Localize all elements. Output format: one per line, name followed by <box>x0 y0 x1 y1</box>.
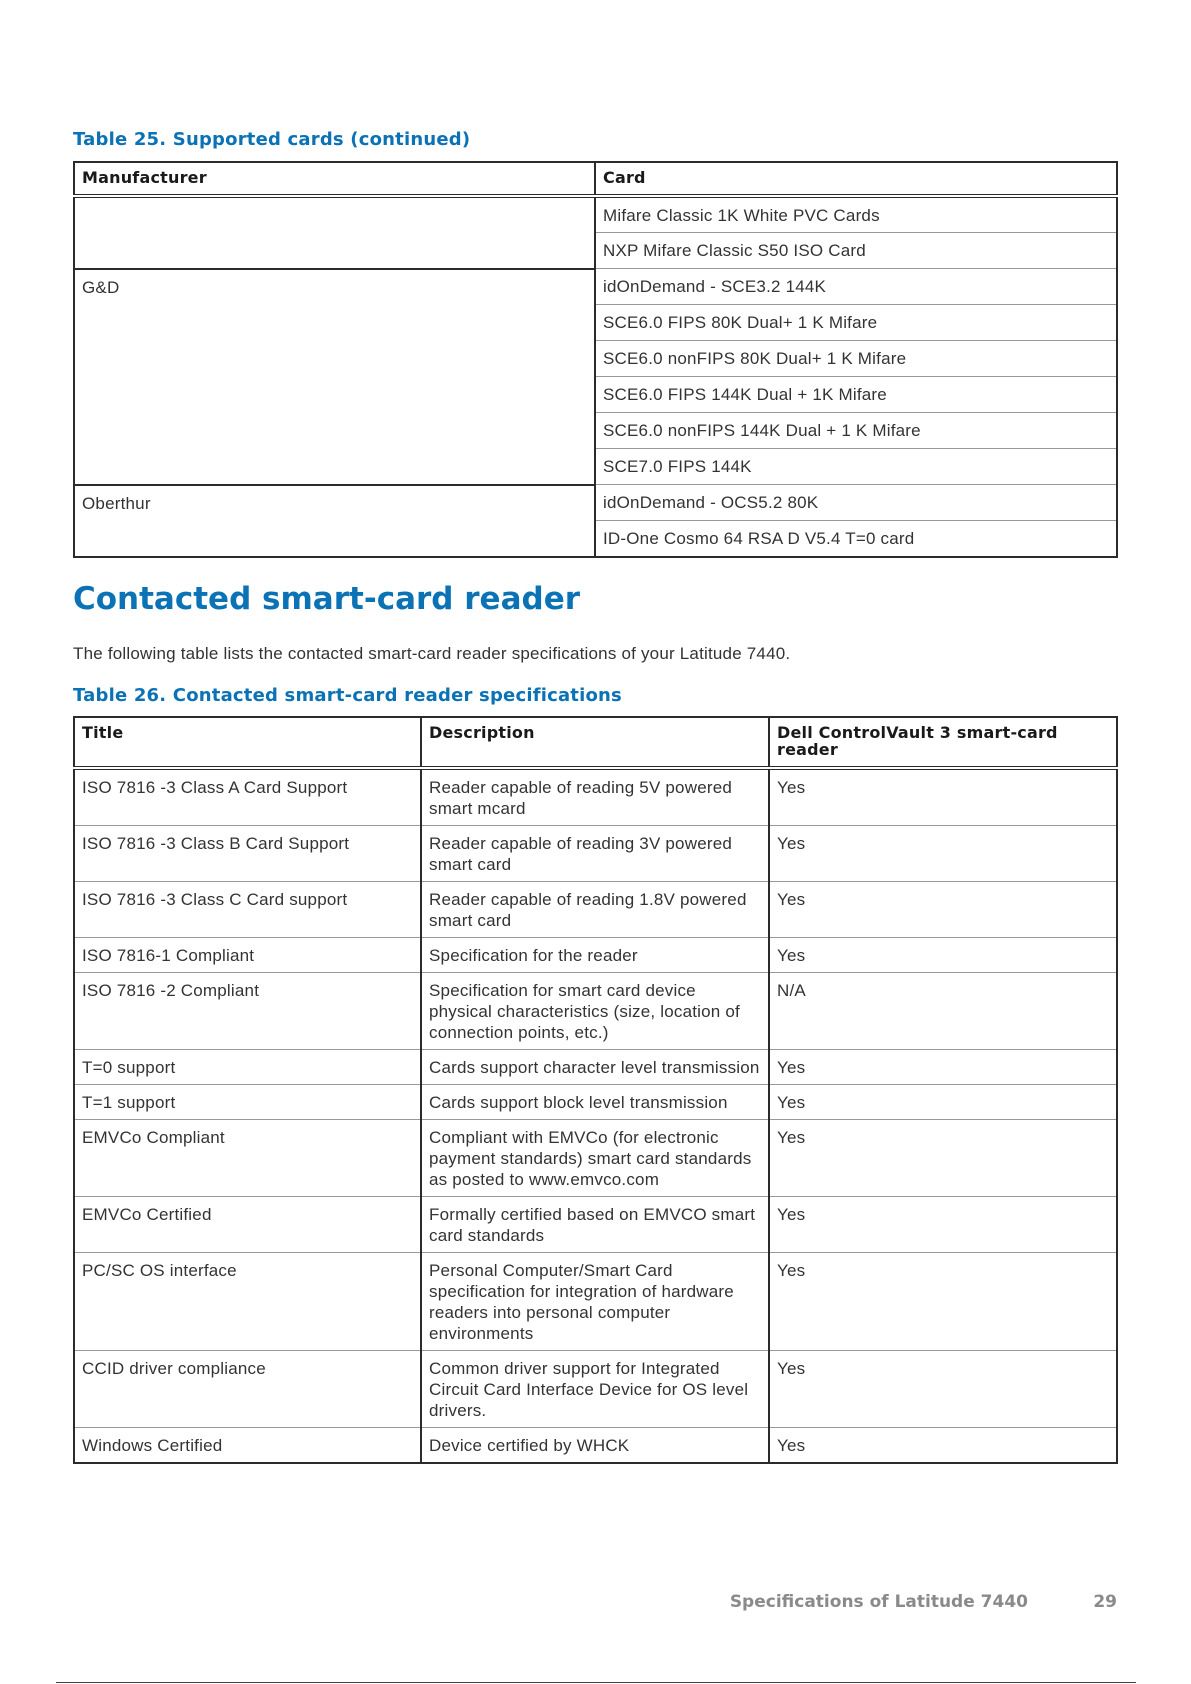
title-cell: T=1 support <box>74 1085 421 1120</box>
table-row <box>74 1253 1117 1351</box>
manufacturer-cell: Oberthur <box>74 485 595 557</box>
header-manufacturer: Manufacturer <box>74 162 595 196</box>
title-cell: ISO 7816-1 Compliant <box>74 938 421 973</box>
support-cell: Yes <box>769 1428 1117 1464</box>
description-cell: Cards support character level transmission <box>421 1050 769 1085</box>
table-row <box>74 485 1117 521</box>
section-heading: Contacted smart-card reader <box>73 581 581 617</box>
title-cell: ISO 7816 -3 Class B Card Support <box>74 826 421 882</box>
title-cell: T=0 support <box>74 1050 421 1085</box>
table-26-caption: Table 26. Contacted smart-card reader specifications <box>73 685 622 706</box>
description-cell: Specification for smart card device physical characteristics (size, location of connection points, etc.) <box>421 973 769 1050</box>
title-cell: EMVCo Certified <box>74 1197 421 1253</box>
support-cell: Yes <box>769 1351 1117 1428</box>
support-cell: Yes <box>769 882 1117 938</box>
support-cell: Yes <box>769 1050 1117 1085</box>
section-intro: The following table lists the contacted smart-card reader specifications of your Latitude 7440. <box>73 644 791 663</box>
header-title: Title <box>74 717 421 768</box>
title-cell: ISO 7816 -3 Class C Card support <box>74 882 421 938</box>
title-cell: EMVCo Compliant <box>74 1120 421 1197</box>
support-cell: Yes <box>769 1253 1117 1351</box>
support-cell: Yes <box>769 826 1117 882</box>
description-cell: Formally certified based on EMVCO smart card standards <box>421 1197 769 1253</box>
card-cell: idOnDemand - SCE3.2 144K <box>595 269 1117 305</box>
manufacturer-cell <box>74 196 595 269</box>
table-row <box>74 938 1117 973</box>
header-description: Description <box>421 717 769 768</box>
header-card: Card <box>595 162 1117 196</box>
support-cell: Yes <box>769 768 1117 826</box>
table-row <box>74 1120 1117 1197</box>
description-cell: Reader capable of reading 1.8V powered smart card <box>421 882 769 938</box>
table-row <box>74 1197 1117 1253</box>
page-number: 29 <box>1093 1592 1117 1612</box>
support-cell: N/A <box>769 973 1117 1050</box>
title-cell: PC/SC OS interface <box>74 1253 421 1351</box>
description-cell: Reader capable of reading 5V powered smart mcard <box>421 768 769 826</box>
description-cell: Common driver support for Integrated Circuit Card Interface Device for OS level drivers. <box>421 1351 769 1428</box>
table-row <box>74 826 1117 882</box>
table-row <box>74 768 1117 826</box>
card-cell: NXP Mifare Classic S50 ISO Card <box>595 233 1117 269</box>
header-reader: Dell ControlVault 3 smart-card reader <box>769 717 1117 768</box>
card-cell: SCE6.0 nonFIPS 80K Dual+ 1 K Mifare <box>595 341 1117 377</box>
description-cell: Personal Computer/Smart Card specification for integration of hardware readers into personal computer environments <box>421 1253 769 1351</box>
card-cell: SCE7.0 FIPS 144K <box>595 449 1117 485</box>
description-cell: Compliant with EMVCo (for electronic payment standards) smart card standards as posted to www.emvco.com <box>421 1120 769 1197</box>
card-cell: SCE6.0 nonFIPS 144K Dual + 1 K Mifare <box>595 413 1117 449</box>
footer-divider <box>56 1682 1136 1683</box>
table-row <box>74 1428 1117 1464</box>
table-row <box>74 1351 1117 1428</box>
support-cell: Yes <box>769 1197 1117 1253</box>
description-cell: Cards support block level transmission <box>421 1085 769 1120</box>
description-cell: Device certified by WHCK <box>421 1428 769 1464</box>
reader-specs-table <box>73 716 1118 1464</box>
manufacturer-cell: G&D <box>74 269 595 485</box>
table-header-row <box>74 717 1117 768</box>
description-cell: Specification for the reader <box>421 938 769 973</box>
support-cell: Yes <box>769 1120 1117 1197</box>
description-cell: Reader capable of reading 3V powered smart card <box>421 826 769 882</box>
card-cell: SCE6.0 FIPS 80K Dual+ 1 K Mifare <box>595 305 1117 341</box>
table-header-row <box>74 162 1117 196</box>
table-row <box>74 1050 1117 1085</box>
table-row <box>74 882 1117 938</box>
table-25-caption: Table 25. Supported cards (continued) <box>73 129 471 150</box>
support-cell: Yes <box>769 938 1117 973</box>
table-row <box>74 269 1117 305</box>
card-cell: Mifare Classic 1K White PVC Cards <box>595 196 1117 233</box>
support-cell: Yes <box>769 1085 1117 1120</box>
card-cell: ID-One Cosmo 64 RSA D V5.4 T=0 card <box>595 521 1117 557</box>
table-row <box>74 973 1117 1050</box>
card-cell: idOnDemand - OCS5.2 80K <box>595 485 1117 521</box>
title-cell: CCID driver compliance <box>74 1351 421 1428</box>
card-cell: SCE6.0 FIPS 144K Dual + 1K Mifare <box>595 377 1117 413</box>
title-cell: Windows Certified <box>74 1428 421 1464</box>
footer-title: Specifications of Latitude 7440 <box>729 1592 1028 1612</box>
supported-cards-table <box>73 161 1118 558</box>
table-row <box>74 196 1117 233</box>
title-cell: ISO 7816 -3 Class A Card Support <box>74 768 421 826</box>
title-cell: ISO 7816 -2 Compliant <box>74 973 421 1050</box>
table-row <box>74 1085 1117 1120</box>
